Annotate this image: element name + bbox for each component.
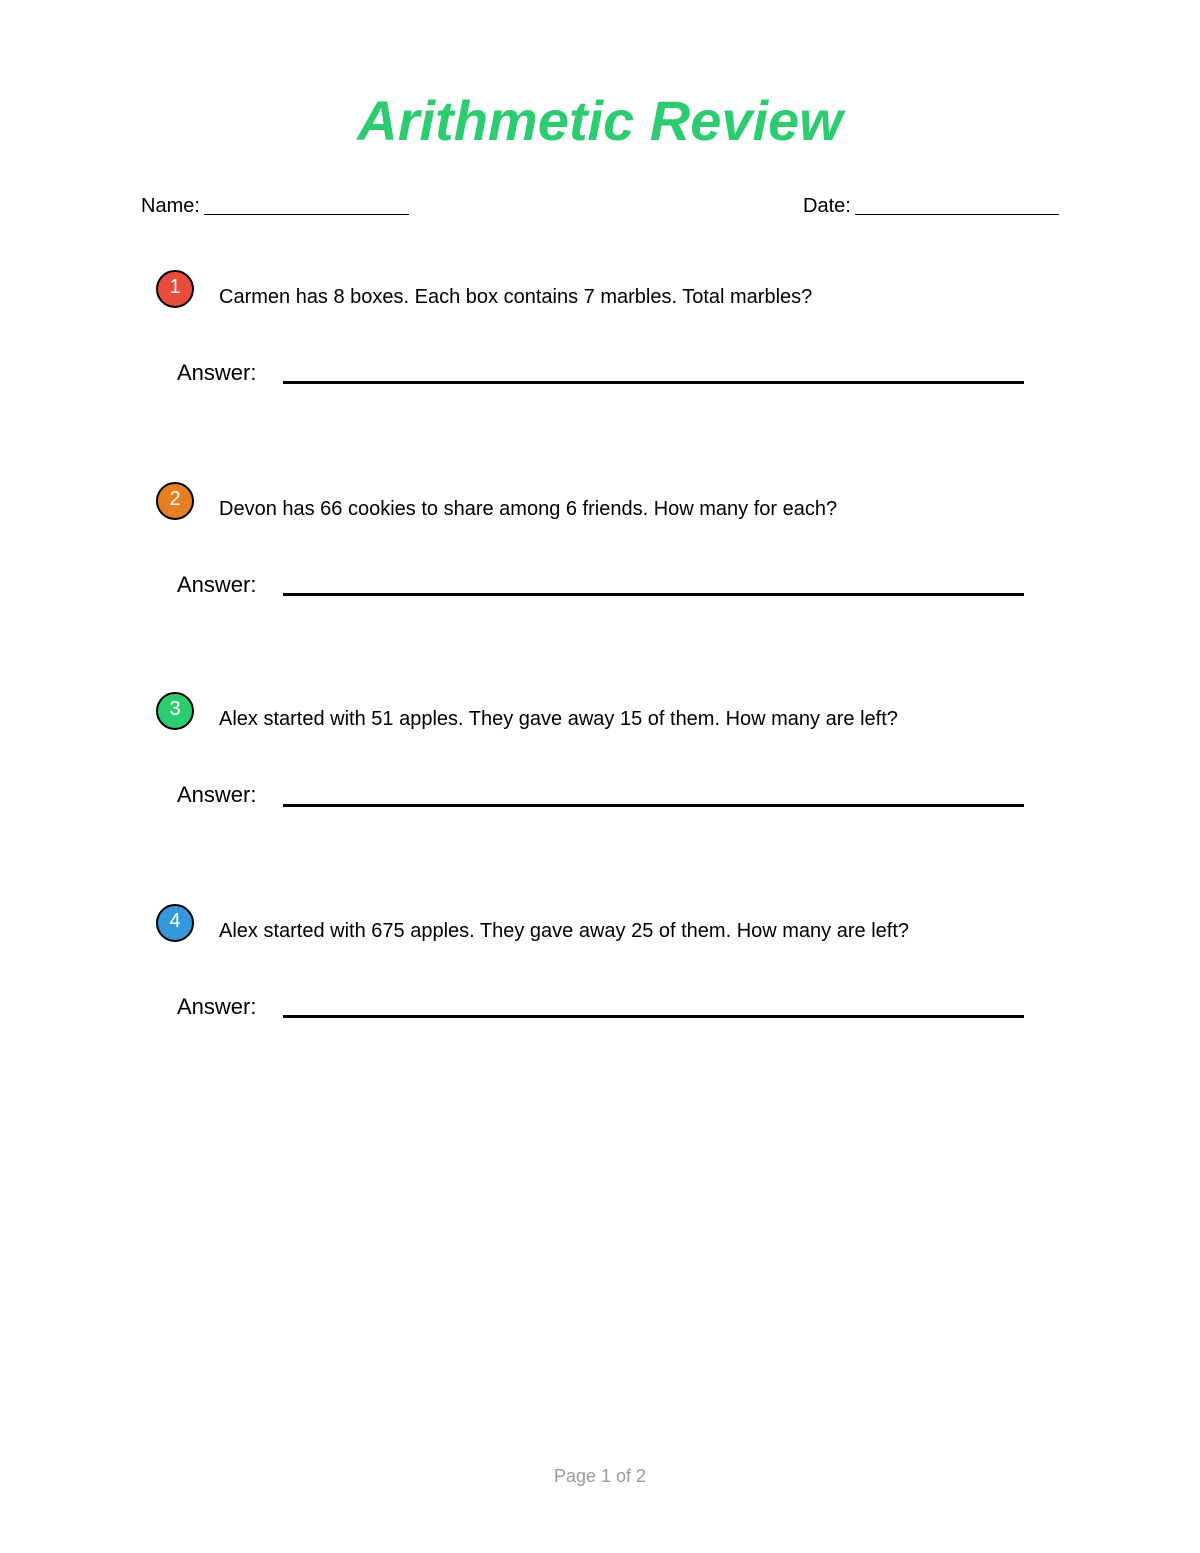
answer-field[interactable]: [283, 804, 1024, 807]
date-field[interactable]: [855, 214, 1059, 215]
question-text: Carmen has 8 boxes. Each box contains 7 marbles. Total marbles?: [219, 286, 813, 308]
answer-label: Answer:: [177, 782, 257, 807]
question-text: Devon has 66 cookies to share among 6 friends. How many for each?: [219, 498, 838, 520]
answer-field[interactable]: [283, 1015, 1024, 1018]
question-number-badge: 3: [156, 692, 194, 730]
question-text: Alex started with 51 apples. They gave away 15 of them. How many are left?: [219, 708, 898, 730]
answer-label: Answer:: [177, 572, 257, 597]
question-number-badge: 2: [156, 482, 194, 520]
answer-label: Answer:: [177, 994, 257, 1019]
name-field[interactable]: [204, 214, 409, 215]
page-title: Arithmetic Review: [357, 89, 843, 152]
answer-field[interactable]: [283, 593, 1024, 596]
page-number: Page 1 of 2: [553, 1466, 647, 1486]
date-label: Date:: [803, 195, 851, 217]
answer-label: Answer:: [177, 360, 257, 385]
question-number-badge: 4: [156, 904, 194, 942]
name-label: Name:: [141, 195, 200, 217]
question-number-badge: 1: [156, 270, 194, 308]
answer-field[interactable]: [283, 381, 1024, 384]
question-text: Alex started with 675 apples. They gave away 25 of them. How many are left?: [219, 920, 909, 942]
